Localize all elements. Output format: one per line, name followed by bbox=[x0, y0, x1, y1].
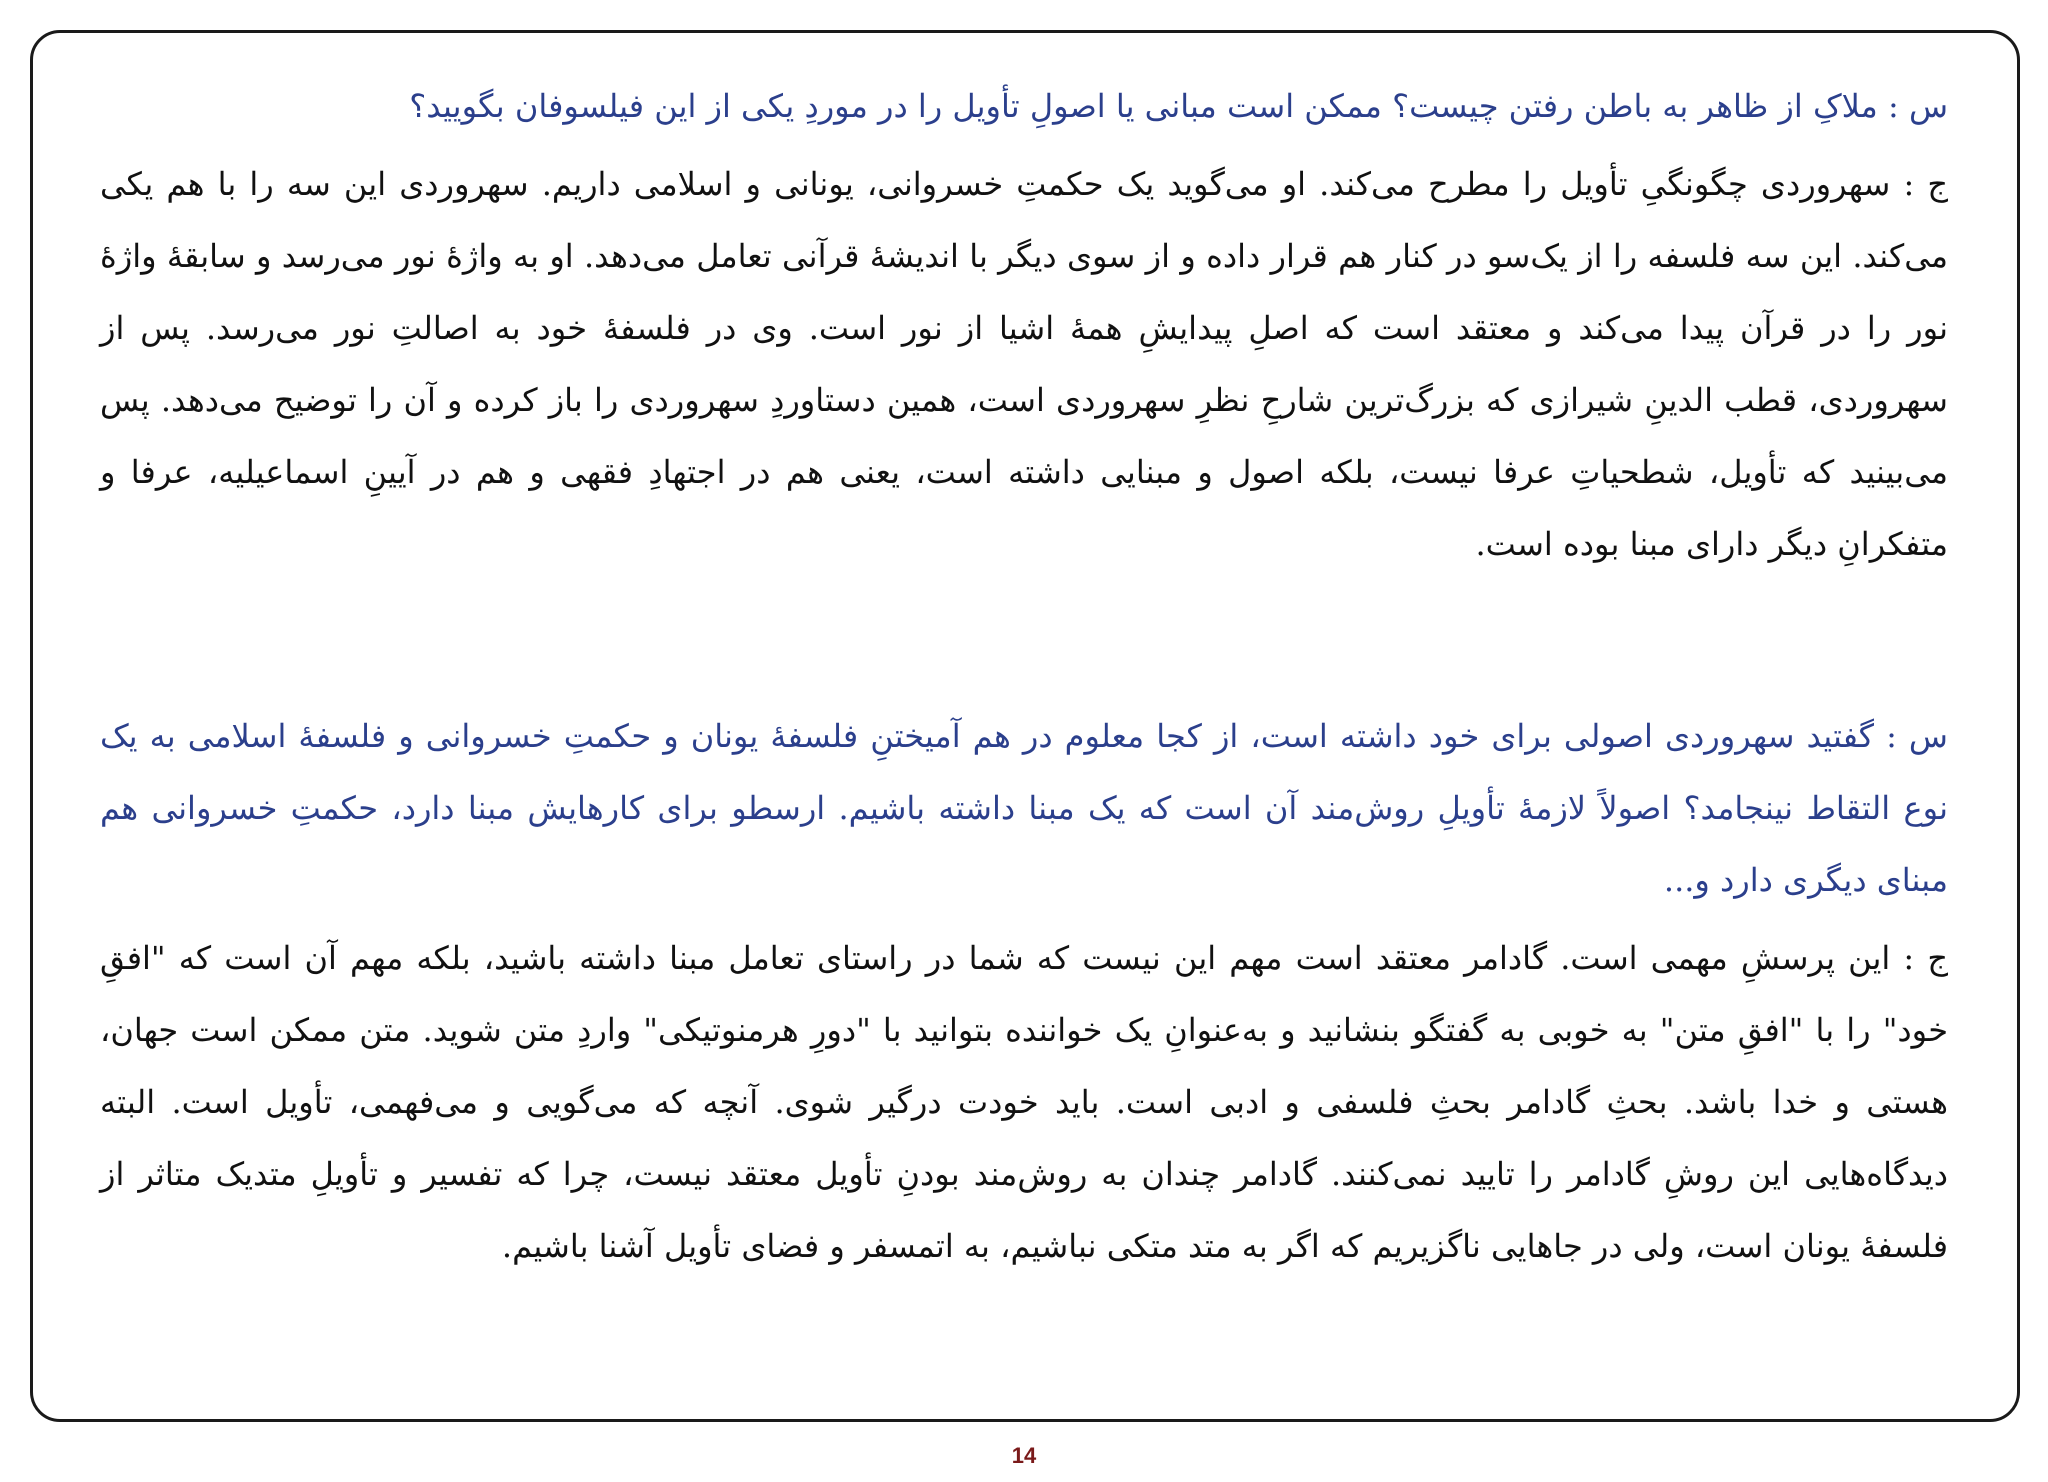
page-number: 14 bbox=[1011, 1443, 1037, 1468]
interview-text bbox=[100, 70, 1948, 1282]
answer-1: ج : سهروردی چگونگیِ تأویل را مطرح می‌کند. او می‌گوید یک حکمتِ خسروانی، یونانی و اسلامی داریم. سهروردی این سه را با هم یکی می‌کند. این سه فلسفه را از یک‌سو در کنار هم قرار داده و از سوی دیگر با اندیشهٔ قرآنی تعامل می‌دهد. او به واژهٔ نور می‌رسد و سابقهٔ واژهٔ نور را در قرآن پیدا می‌کند و معتقد است که اصلِ پیدایشِ همهٔ اشیا از نور است. وی در فلسفهٔ خود به اصالتِ نور می‌رسد. پس از سهروردی، قطب الدینِ شیرازی که بزرگ‌ترین شارحِ نظرِ سهروردی است، همین دستاوردِ سهروردی را باز کرده و آن را توضیح می‌دهد. پس می‌بینید که تأویل، شطحیاتِ عرفا نیست، بلکه اصول و مبنایی داشته است، یعنی هم در اجتهادِ فقهی و هم در آیینِ اسماعیلیه، عرفا و متفکرانِ دیگر دارای مبنا بوده است. bbox=[100, 165, 1949, 563]
question-1: س : ملاکِ از ظاهر به باطن رفتن چیست؟ ممکن است مبانی یا اصولِ تأویل را در موردِ یکی از این فیلسوفان بگویید؟ bbox=[409, 87, 1948, 125]
question-2: س : گفتید سهروردی اصولی برای خود داشته است، از کجا معلوم در هم آمیختنِ فلسفهٔ یونان و حکمتِ خسروانی و فلسفهٔ اسلامی به یک نوع التقاط نینجامد؟ اصولاً لازمهٔ تأویلِ روش‌مند آن است که یک مبنا داشته باشیم. ارسطو برای کارهایش مبنا دارد، حکمتِ خسروانی هم مبنای دیگری دارد و... bbox=[100, 717, 1949, 899]
spacer bbox=[100, 580, 1948, 700]
answer-2: ج : این پرسشِ مهمی است. گادامر معتقد است مهم این نیست که شما در راستای تعامل مبنا داشته باشید، بلکه مهم آن است که "افقِ خود" را با "افقِ متن" به خوبی به گفتگو بنشانید و به‌عنوانِ یک خواننده بتوانید با "دورِ هرمنوتیکی" واردِ متن شوید. متن ممکن است جهان، هستی و خدا باشد. بحثِ گادامر بحثِ فلسفی و ادبی است. باید خودت درگیر شوی. آنچه که می‌گویی و می‌فهمی، تأویل است. البته دیدگاه‌هایی این روشِ گادامر را تایید نمی‌کنند. گادامر چندان به روش‌مند بودنِ تأویل معتقد نیست، چرا که تفسیر و تأویلِ متدیک متاثر از فلسفهٔ یونان است، ولی در جاهایی ناگزیریم که اگر به متد متکی نباشیم، به اتمسفر و فضای تأویل آشنا باشیم. bbox=[100, 939, 1949, 1265]
